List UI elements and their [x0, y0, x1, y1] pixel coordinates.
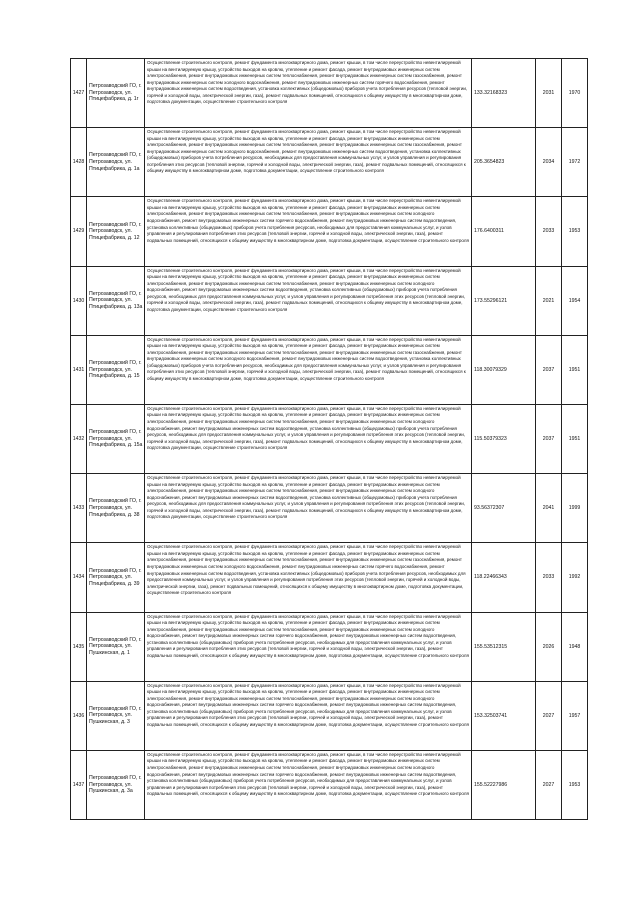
row-cost: 153.32503741	[472, 681, 536, 750]
row-number: 1432	[71, 404, 87, 473]
table-row	[71, 750, 588, 819]
row-repair-year: 2033	[536, 197, 562, 266]
row-built-year: 1992	[562, 543, 588, 612]
row-built-year: 1954	[562, 266, 588, 335]
row-built-year: 1972	[562, 128, 588, 197]
row-work-list: Осуществление строительного контроля, ремонт фундамента многоквартирного дома, ремонт крыши, в том числе переустройство невентилируемой крыши на вентилируемую крышу, устройство выходов на кровлю, утепление и ремонт фасада, ремонт внутридомовых инженерных систем электроснабжения, ремонт внутридомовых инженерных систем теплоснабжения, ремонт внутридомовых инженерных систем холодного водоснабжения, ремонт внутридомовых инженерных систем горячего водоснабжения, ремонт внутридомовых инженерных систем водоотведения, установка коллективных (общедомовых) приборов учета потребления ресурсов, необходимых для предоставления коммунальных услуг, и узлов управления и регулирования потребления этих ресурсов (тепловой энергии, горячей и холодной воды, электрической энергии, газа), ремонт подвальных помещений, относящихся к общему имуществу в многоквартирном доме, подготовка документации, осуществление строительного контроля	[145, 681, 472, 750]
table-row	[71, 197, 588, 266]
row-work-list: Осуществление строительного контроля, ремонт фундамента многоквартирного дома, ремонт крыши, в том числе переустройство невентилируемой крыши на вентилируемую крышу, устройство выходов на кровлю, утепление и ремонт фасада, ремонт внутридомовых инженерных систем электроснабжения, ремонт внутридомовых инженерных систем теплоснабжения, ремонт внутридомовых инженерных систем газоснабжения, ремонт внутридомовых инженерных систем холодного водоснабжения, ремонт внутридомовых инженерных систем водоотведения, установка коллективных (общедомовых) приборов учета потребления ресурсов, необходимых для предоставления коммунальных услуг, и узлов управления и регулирования потребления этих ресурсов (тепловой энергии, горячей и холодной воды, электрической энергии, газа), ремонт подвальных помещений, относящихся к общему имуществу в многоквартирном доме, подготовка документации, осуществление строительного контроля	[145, 335, 472, 404]
row-address: Петрозаводский ГО, г. Петрозаводск, ул. Птицефабрика, д. 1а	[87, 128, 145, 197]
row-number: 1434	[71, 543, 87, 612]
row-address: Петрозаводский ГО, г. Петрозаводск, ул. Птицефабрика, д. 12	[87, 197, 145, 266]
row-repair-year: 2027	[536, 750, 562, 819]
row-address: Петрозаводский ГО, г. Петрозаводск, ул. Птицефабрика, д. 38	[87, 474, 145, 543]
row-repair-year: 2021	[536, 266, 562, 335]
table-row	[71, 543, 588, 612]
row-address: Петрозаводский ГО, г. Петрозаводск, ул. Птицефабрика, д. 15а	[87, 404, 145, 473]
row-cost: 133.32168323	[472, 59, 536, 128]
row-cost: 155.53512315	[472, 612, 536, 681]
row-address: Петрозаводский ГО, г. Петрозаводск, ул. Пушкинская, д. 3	[87, 681, 145, 750]
row-repair-year: 2037	[536, 404, 562, 473]
row-address: Петрозаводский ГО, г. Петрозаводск, ул. Птицефабрика, д. 15	[87, 335, 145, 404]
row-number: 1437	[71, 750, 87, 819]
row-built-year: 1957	[562, 681, 588, 750]
row-repair-year: 2033	[536, 543, 562, 612]
row-repair-year: 2037	[536, 335, 562, 404]
row-number: 1429	[71, 197, 87, 266]
row-work-list: Осуществление строительного контроля, ремонт фундамента многоквартирного дома, ремонт крыши, в том числе переустройство невентилируемой крыши на вентилируемую крышу, устройство выходов на кровлю, утепление и ремонт фасада, ремонт внутридомовых инженерных систем электроснабжения, ремонт внутридомовых инженерных систем теплоснабжения, ремонт внутридомовых инженерных систем холодного водоснабжения, ремонт внутридомовых инженерных систем горячего водоснабжения, ремонт внутридомовых инженерных систем водоотведения, установка коллективных (общедомовых) приборов учета потребления ресурсов, необходимых для предоставления коммунальных услуг, и узлов управления и регулирования потребления этих ресурсов (тепловой энергии, горячей и холодной воды, электрической энергии, газа), ремонт подвальных помещений, относящихся к общему имуществу в многоквартирном доме, подготовка документации, осуществление строительного контроля	[145, 197, 472, 266]
row-work-list: Осуществление строительного контроля, ремонт фундамента многоквартирного дома, ремонт крыши, в том числе переустройство невентилируемой крыши на вентилируемую крышу, устройство выходов на кровлю, утепление и ремонт фасада, ремонт внутридомовых инженерных систем электроснабжения, ремонт внутридомовых инженерных систем теплоснабжения, ремонт внутридомовых инженерных систем холодного водоснабжения, ремонт внутридомовых инженерных систем водоотведения, установка коллективных (общедомовых) приборов учета потребления ресурсов, необходимых для предоставления коммунальных услуг, и узлов управления и регулирования потребления этих ресурсов (тепловой энергии, горячей и холодной воды, электрической энергии, газа), ремонт подвальных помещений, относящихся к общему имуществу в многоквартирном доме, подготовка документации, осуществление строительного контроля	[145, 266, 472, 335]
row-cost: 118.30079329	[472, 335, 536, 404]
row-number: 1433	[71, 474, 87, 543]
row-number: 1431	[71, 335, 87, 404]
row-repair-year: 2026	[536, 612, 562, 681]
row-number: 1430	[71, 266, 87, 335]
row-work-list: Осуществление строительного контроля, ремонт фундамента многоквартирного дома, ремонт крыши, в том числе переустройство невентилируемой крыши на вентилируемую крышу, устройство выходов на кровлю, утепление и ремонт фасада, ремонт внутридомовых инженерных систем электроснабжения, ремонт внутридомовых инженерных систем теплоснабжения, ремонт внутридомовых инженерных систем газоснабжения, ремонт внутридомовых инженерных систем холодного водоснабжения, ремонт внутридомовых инженерных систем горячего водоснабжения, ремонт внутридомовых инженерных систем водоотведения, установка коллективных (общедомовых) приборов учета потребления ресурсов (тепловой энергии, горячей и холодной воды, электрической энергии, газа), ремонт подвальных помещений, относящихся к общему имуществу в многоквартирном доме, подготовка документации, осуществление строительного контроля	[145, 59, 472, 128]
capital-repair-table	[70, 58, 588, 820]
row-number: 1436	[71, 681, 87, 750]
row-number: 1427	[71, 59, 87, 128]
row-built-year: 1953	[562, 750, 588, 819]
table-row	[71, 128, 588, 197]
table-row	[71, 266, 588, 335]
table-row	[71, 681, 588, 750]
table-row	[71, 404, 588, 473]
table-body	[71, 59, 588, 820]
row-address: Петрозаводский ГО, г. Петрозаводск, ул. Птицефабрика, д. 39	[87, 543, 145, 612]
row-number: 1435	[71, 612, 87, 681]
table-row	[71, 335, 588, 404]
row-address: Петрозаводский ГО, г. Петрозаводск, ул. Птицефабрика, д. 13а	[87, 266, 145, 335]
row-built-year: 1951	[562, 404, 588, 473]
row-repair-year: 2041	[536, 474, 562, 543]
row-built-year: 1970	[562, 59, 588, 128]
row-cost: 93.56372307	[472, 474, 536, 543]
row-repair-year: 2031	[536, 59, 562, 128]
row-cost: 176.6400311	[472, 197, 536, 266]
row-cost: 173.55296121	[472, 266, 536, 335]
row-work-list: Осуществление строительного контроля, ремонт фундамента многоквартирного дома, ремонт крыши, в том числе переустройство невентилируемой крыши на вентилируемую крышу, устройство выходов на кровлю, утепление и ремонт фасада, ремонт внутридомовых инженерных систем электроснабжения, ремонт внутридомовых инженерных систем теплоснабжения, ремонт внутридомовых инженерных систем газоснабжения, ремонт внутридомовых инженерных систем холодного водоснабжения, ремонт внутридомовых инженерных систем горячего водоснабжения, ремонт внутридомовых инженерных систем водоотведения, установка коллективных (общедомовых) приборов учета потребления ресурсов, необходимых для предоставления коммунальных услуг, и узлов управления и регулирования потребления этих ресурсов (тепловой энергии, горячей и холодной воды, электрической энергии, газа), ремонт подвальных помещений, относящихся к общему имуществу в многоквартирном доме, подготовка документации, осуществление строительного контроля	[145, 543, 472, 612]
row-built-year: 1953	[562, 197, 588, 266]
row-built-year: 1951	[562, 335, 588, 404]
row-built-year: 1999	[562, 474, 588, 543]
row-work-list: Осуществление строительного контроля, ремонт фундамента многоквартирного дома, ремонт крыши, в том числе переустройство невентилируемой крыши на вентилируемую крышу, устройство выходов на кровлю, утепление и ремонт фасада, ремонт внутридомовых инженерных систем электроснабжения, ремонт внутридомовых инженерных систем теплоснабжения, ремонт внутридомовых инженерных систем холодного водоснабжения, ремонт внутридомовых инженерных систем водоотведения, установка коллективных (общедомовых) приборов учета потребления ресурсов, необходимых для предоставления коммунальных услуг, и узлов управления и регулирования потребления этих ресурсов (тепловой энергии, горячей и холодной воды, электрической энергии, газа), ремонт подвальных помещений, относящихся к общему имуществу в многоквартирном доме, подготовка документации, осуществление строительного контроля	[145, 474, 472, 543]
row-cost: 205.3654823	[472, 128, 536, 197]
row-address: Петрозаводский ГО, г. Петрозаводск, ул. Пушкинская, д. 3а	[87, 750, 145, 819]
row-repair-year: 2034	[536, 128, 562, 197]
row-work-list: Осуществление строительного контроля, ремонт фундамента многоквартирного дома, ремонт крыши, в том числе переустройство невентилируемой крыши на вентилируемую крышу, устройство выходов на кровлю, утепление и ремонт фасада, ремонт внутридомовых инженерных систем электроснабжения, ремонт внутридомовых инженерных систем теплоснабжения, ремонт внутридомовых инженерных систем газоснабжения, ремонт внутридомовых инженерных систем холодного водоснабжения, ремонт внутридомовых инженерных систем водоотведения, установка коллективных (общедомовых) приборов учета потребления ресурсов, необходимых для предоставления коммунальных услуг, и узлов управления и регулирования потребления этих ресурсов (тепловой энергии, горячей и холодной воды, электрической энергии, газа), ремонт подвальных помещений, относящихся к общему имуществу в многоквартирном доме, подготовка документации, осуществление строительного контроля	[145, 128, 472, 197]
row-cost: 118.22466343	[472, 543, 536, 612]
row-number: 1428	[71, 128, 87, 197]
table-row	[71, 474, 588, 543]
table-row	[71, 59, 588, 128]
table-row	[71, 612, 588, 681]
row-work-list: Осуществление строительного контроля, ремонт фундамента многоквартирного дома, ремонт крыши, в том числе переустройство невентилируемой крыши на вентилируемую крышу, устройство выходов на кровлю, утепление и ремонт фасада, ремонт внутридомовых инженерных систем электроснабжения, ремонт внутридомовых инженерных систем теплоснабжения, ремонт внутридомовых инженерных систем холодного водоснабжения, ремонт внутридомовых инженерных систем водоотведения, установка коллективных (общедомовых) приборов учета потребления ресурсов, необходимых для предоставления коммунальных услуг, и узлов управления и регулирования потребления этих ресурсов (тепловой энергии, горячей и холодной воды, электрической энергии, газа), ремонт подвальных помещений, относящихся к общему имуществу в многоквартирном доме, подготовка документации, осуществление строительного контроля	[145, 404, 472, 473]
row-address: Петрозаводский ГО, г. Петрозаводск, ул. Птицефабрика, д. 1г	[87, 59, 145, 128]
row-cost: 115.50379323	[472, 404, 536, 473]
row-address: Петрозаводский ГО, г. Петрозаводск, ул. Пушкинская, д. 1	[87, 612, 145, 681]
row-work-list: Осуществление строительного контроля, ремонт фундамента многоквартирного дома, ремонт крыши, в том числе переустройство невентилируемой крыши на вентилируемую крышу, устройство выходов на кровлю, утепление и ремонт фасада, ремонт внутридомовых инженерных систем электроснабжения, ремонт внутридомовых инженерных систем теплоснабжения, ремонт внутридомовых инженерных систем холодного водоснабжения, ремонт внутридомовых инженерных систем горячего водоснабжения, ремонт внутридомовых инженерных систем водоотведения, установка коллективных (общедомовых) приборов учета потребления ресурсов, необходимых для предоставления коммунальных услуг, и узлов управления и регулирования потребления этих ресурсов (тепловой энергии, горячей и холодной воды, электрической энергии, газа), ремонт подвальных помещений, относящихся к общему имуществу в многоквартирном доме, подготовка документации, осуществление строительного контроля	[145, 612, 472, 681]
row-built-year: 1948	[562, 612, 588, 681]
row-repair-year: 2027	[536, 681, 562, 750]
row-cost: 155.52227986	[472, 750, 536, 819]
row-work-list: Осуществление строительного контроля, ремонт фундамента многоквартирного дома, ремонт крыши, в том числе переустройство невентилируемой крыши на вентилируемую крышу, устройство выходов на кровлю, утепление и ремонт фасада, ремонт внутридомовых инженерных систем электроснабжения, ремонт внутридомовых инженерных систем теплоснабжения, ремонт внутридомовых инженерных систем холодного водоснабжения, ремонт внутридомовых инженерных систем горячего водоснабжения, ремонт внутридомовых инженерных систем водоотведения, установка коллективных (общедомовых) приборов учета потребления ресурсов, необходимых для предоставления коммунальных услуг, и узлов управления и регулирования потребления этих ресурсов (тепловой энергии, горячей и холодной воды, электрической энергии, газа), ремонт подвальных помещений, относящихся к общему имуществу в многоквартирном доме, подготовка документации, осуществление строительного контроля	[145, 750, 472, 819]
